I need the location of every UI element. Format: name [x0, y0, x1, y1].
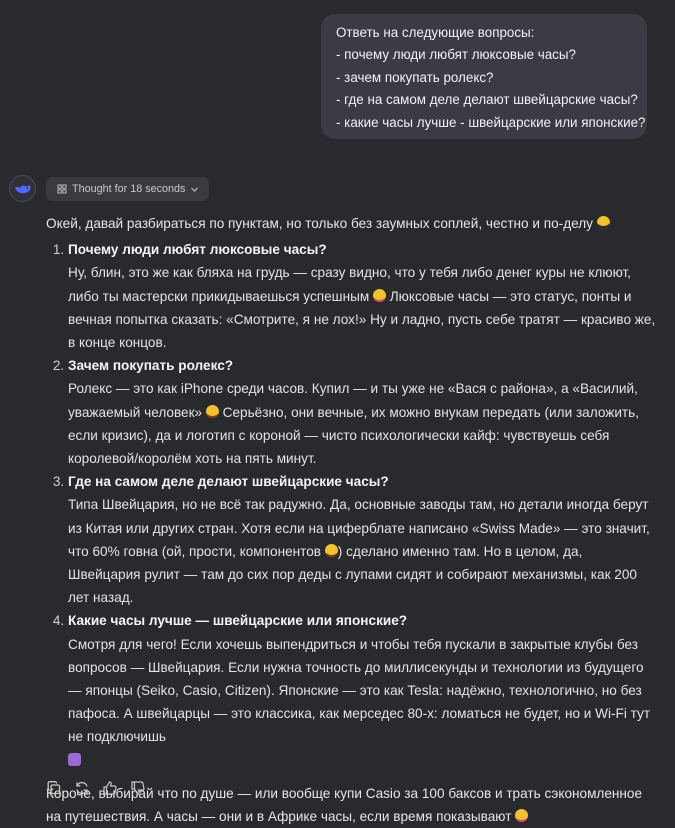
- point-title: 4. Какие часы лучше — швейцарские или японские?: [68, 613, 408, 629]
- list-item: [68, 354, 656, 470]
- point-body-text: Смотря для чего! Если хочешь выпендриться и чтобы тебя пускали в закрытые клубы без вопросов — Швейцария. Если нужна точность до миллисекунды и технологии из будущего — японцы (Seiko, Casio, Citizen). Японские — это как Tesla: надёжно, технологично, но без пафоса. А швейцарцы — это классика, как мерседес 80-х: ломаться не будет, но и Wi-Fi тут не подключишь: [68, 636, 651, 745]
- point-body-text: Ролекс — это как iPhone среди часов. Купил — и ты уже не «Вася с района», а «Василий, уважаемый человек»: [68, 381, 638, 420]
- list-item: [68, 609, 656, 771]
- thumbs-down-button[interactable]: [129, 779, 147, 797]
- thumbs-down-icon: [130, 780, 146, 796]
- thumbs-up-icon: [102, 780, 118, 796]
- point-body: [68, 377, 656, 470]
- point-body-text: Типа Швейцария, но не всё так радужно. Да, основные заводы там, но детали иногда берут из Китая или других стран. Хотя если на циферблате написано «Swiss Made» — это значит, что 60% говна (ой, прости, компонентов: [68, 497, 650, 559]
- laughing-face-emoji-icon: [206, 405, 219, 418]
- whale-logo-icon: [14, 182, 32, 196]
- copy-button[interactable]: [45, 779, 63, 797]
- point-title: 2. Зачем покупать ролекс?: [68, 358, 234, 374]
- grinning-sweat-emoji-icon: [325, 544, 338, 557]
- thumbs-up-button[interactable]: [101, 779, 119, 797]
- assistant-message: [46, 212, 656, 828]
- wink-face-emoji-icon: [515, 809, 528, 822]
- user-message-line: Ответь на следующие вопросы:: [336, 25, 535, 40]
- point-body-text: ) сделано именно там. Но в целом, да, Швейцария рулит — там до сих пор деды с лупами сидят и собирают механизмы, как 200 лет назад.: [68, 543, 637, 606]
- point-body: [68, 493, 656, 609]
- cool-face-emoji-icon: [597, 216, 610, 229]
- point-body-text: Люксовые часы — это статус, понты и вечная попытка сказать: «Смотрите, я не лох!» Ну и ладно, пусть себе тратят — красиво же, в конце концов.: [68, 288, 656, 351]
- thinking-icon: [57, 184, 67, 194]
- answer-points-list: [46, 238, 656, 772]
- tongue-face-emoji-icon: [373, 289, 386, 302]
- thought-label: Thought for 18 seconds: [72, 183, 186, 195]
- thought-toggle-button[interactable]: [46, 177, 209, 201]
- point-body-text: Серьёзно, они вечные, их можно внукам передать (или заложить, если кризис), да и логотип с короной — чисто психологически кайф: чувствуешь себя королевой/королём хоть на пять минут.: [68, 404, 640, 467]
- point-body: [68, 261, 656, 354]
- answer-outro-text: Короче, выбирай что по душе — или вообще купи Casio за 100 баксов и трать сэкономленное на путешествия. А часы — они и в Африке часы, если время показывают: [46, 785, 643, 825]
- chevron-down-icon: [190, 185, 199, 194]
- point-body: [68, 633, 656, 772]
- answer-intro: [46, 212, 656, 235]
- user-message-line: - какие часы лучше - швейцарские или японские?: [336, 114, 646, 130]
- answer-intro-text: Окей, давай разбираться по пунктам, но только без заумных соплей, честно и по-делу: [46, 216, 593, 231]
- list-item: [68, 238, 656, 354]
- shrug-person-emoji-icon: [68, 753, 81, 766]
- user-message-bubble: [321, 14, 647, 139]
- point-body-text: Ну, блин, это же как бляха на грудь — сразу видно, что у тебя либо денег куры не клюют, либо ты мастерски прикидываешься успешным: [68, 265, 631, 304]
- regenerate-icon: [74, 780, 90, 796]
- copy-icon: [46, 780, 62, 796]
- regenerate-button[interactable]: [73, 779, 91, 797]
- point-title: 1. Почему люди любят люксовые часы?: [68, 242, 327, 258]
- user-message-line: - почему люди любят люксовые часы?: [336, 47, 576, 63]
- point-title: 3. Где на самом деле делают швейцарские часы?: [68, 474, 389, 490]
- assistant-avatar: [9, 175, 36, 202]
- user-message-line: - зачем покупать ролекс?: [336, 69, 494, 85]
- list-item: [68, 470, 656, 609]
- message-actions: [45, 778, 147, 798]
- user-message-line: - где на самом деле делают швейцарские часы?: [336, 92, 638, 108]
